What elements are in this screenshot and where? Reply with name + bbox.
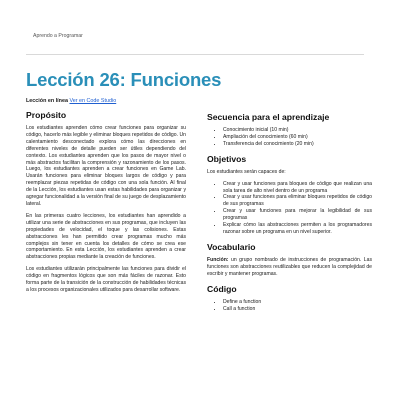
sequence-section: [207, 112, 372, 148]
list-item: • Ampliación del conocimiento (60 min): [223, 134, 372, 141]
purpose-paragraph: Los estudiantes utilizarán principalmente las funciones para dividir el código en fragmentos lógicos que son más fáciles de razonar. Esto forma parte de la transición de la construcción de habilidades técnicas a los procesos organizacionales utilizados para desarrollar software.: [26, 266, 186, 293]
objectives-list: [207, 181, 372, 236]
lesson-title: Lección 26: Funciones: [26, 69, 222, 90]
purpose-paragraph: Los estudiantes aprenden cómo crear funciones para organizar su código, hacerlo más legible y eliminar bloques repetidos de código. Un calentamiento desconectado explora cómo las direcciones en diferentes niveles de detalle pueden ser útiles dependiendo del contexto. Los estudiantes aprenden que los pasos de mayor nivel o más abstractos facilitan la comprensión y razonamiento de los pasos. Luego, los estudiantes aprenden a crear funciones en Game Lab. Usarán funciones para eliminar bloques largos de código y para reemplazar piezas repetidas de código con una sola función. Al final de la Lección, los estudiantes usan estas habilidades para organizar y agregar funcionalidad a la versión final de su juego de desplazamiento lateral.: [26, 125, 186, 207]
vocabulary-term: Función:: [207, 256, 229, 263]
code-section: [207, 284, 372, 313]
sequence-heading: Secuencia para el aprendizaje: [207, 112, 330, 122]
vocabulary-definition: un grupo nombrado de instrucciones de programación. Las funciones son abstracciones reutilizables que reducen la complejidad de escribir y mantener programas.: [207, 256, 372, 277]
list-item: • Define a function: [223, 299, 372, 306]
right-column: [207, 110, 372, 318]
objectives-heading: Objetivos: [207, 153, 247, 164]
list-item: • Crear y usar funciones para mejorar la legibilidad de sus programas: [223, 208, 372, 222]
objectives-intro: Los estudiantes serán capaces de:: [207, 168, 286, 175]
objectives-section: [207, 154, 372, 236]
list-item: • Transferencia del conocimiento (20 min): [223, 141, 372, 148]
purpose-heading: Propósito: [26, 110, 67, 120]
page-header: Aprendo a Programar: [33, 33, 83, 39]
list-item: • Crear y usar funciones para bloques de código que realizan una sola tarea de alto nivel dentro de un programa: [223, 181, 372, 195]
code-list: [207, 299, 372, 313]
list-item: • Crear y usar funciones para eliminar bloques repetidos de código de sus programas: [223, 194, 372, 208]
list-item: • Call a function: [223, 306, 372, 313]
vocabulary-section: [207, 242, 372, 278]
online-lesson-line: [26, 98, 116, 104]
sequence-list: [207, 127, 372, 148]
code-heading: Código: [207, 283, 237, 294]
vocabulary-entry: [207, 257, 372, 278]
left-column: [26, 110, 186, 299]
list-item: • Explicar cómo las abstracciones permiten a los programadores razonar sobre un programa en un nivel superior.: [223, 222, 372, 236]
online-lesson-label: Lección en línea: [26, 98, 68, 104]
code-studio-link[interactable]: Ver en Code Studio: [69, 98, 117, 104]
list-item: • Conocimiento inicial (10 min): [223, 127, 372, 134]
header-divider: [26, 54, 364, 55]
vocabulary-heading: Vocabulario: [207, 241, 256, 252]
purpose-paragraph: En las primeras cuatro lecciones, los estudiantes han aprendido a utilizar una serie de abstracciones en sus programas, que incluyen las propiedades de velocidad, el toque y las colisiones. Estas abstracciones les han permitido crear programas mucho más complejos sin tener en cuenta los detalles de cómo se crea ese comportamiento. En esta Lección, los estudiantes aprenden a crear abstracciones propias mediante la creación de funciones.: [26, 212, 186, 261]
